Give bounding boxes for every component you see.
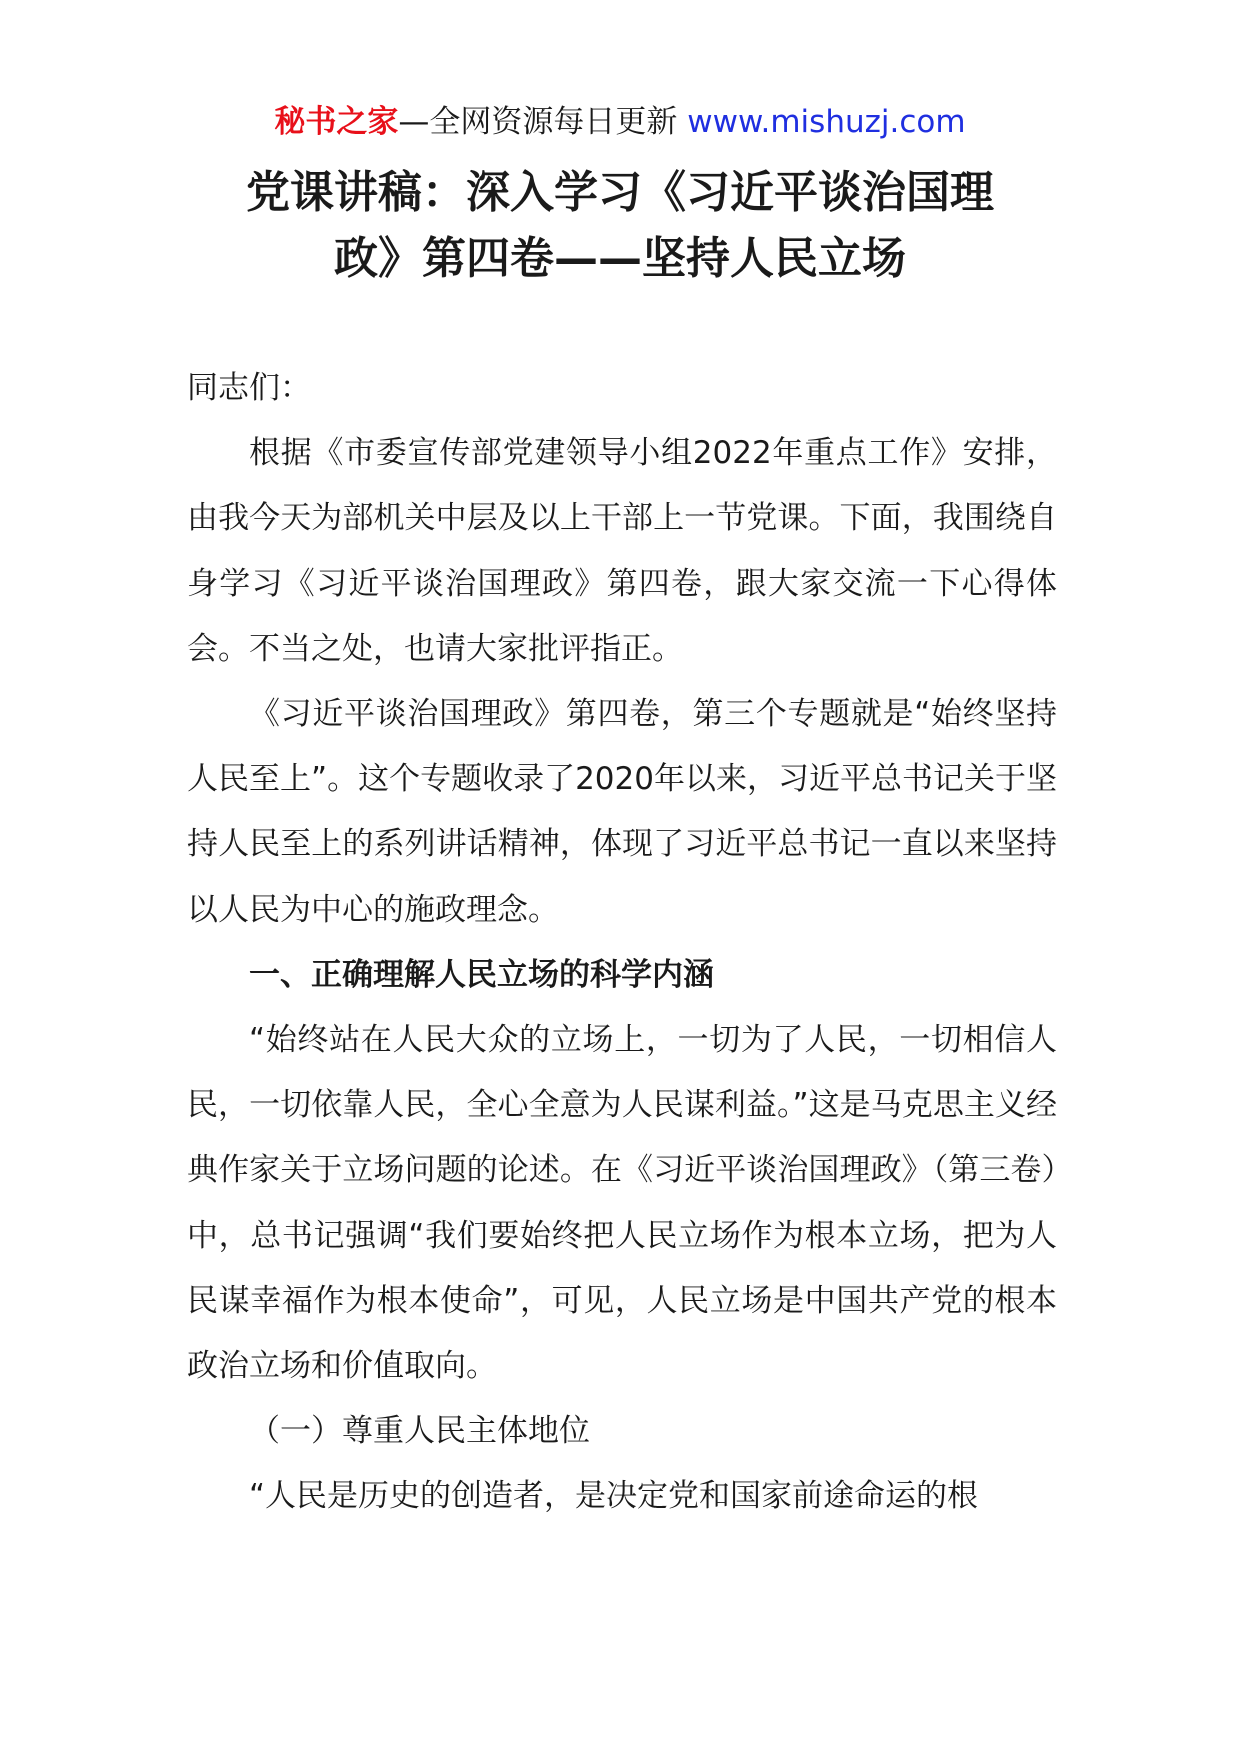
- salutation: 同志们：: [187, 370, 311, 406]
- title-line-1: 党课讲稿：深入学习《习近平谈治国理: [246, 167, 994, 218]
- brand-name: 秘书之家: [274, 104, 399, 140]
- subsection-heading: （一）尊重人民主体地位: [249, 1413, 590, 1450]
- title-line-2: 政》第四卷——坚持人民立场: [334, 233, 906, 284]
- header-slogan: —全网资源每日更新: [398, 104, 688, 140]
- site-url-link[interactable]: www.mishuzj.com: [687, 104, 966, 140]
- section-heading: 一、正确理解人民立场的科学内涵: [249, 956, 714, 993]
- body-paragraph: “人民是历史的创造者，是决定党和国家前途命运的根: [249, 1478, 979, 1515]
- body-paragraph: “始终站在人民大众的立场上，一切为了人民，一切相信人民，一切依靠人民，全心全意为人民谋利益。”这是马克思主义经典作家关于立场问题的论述。在《习近平谈治国理政》（第三卷）中，总书记强调“我们要始终把人民立场作为根本立场，把为人民谋幸福作为根本使命”，可见，人民立场是中国共产党的根本政治立场和价值取向。: [187, 1022, 1057, 1385]
- site-header: [0, 102, 1240, 142]
- body-paragraph: 根据《市委宣传部党建领导小组2022年重点工作》安排，由我今天为部机关中层及以上干部上一节党课。下面，我围绕自身学习《习近平谈治国理政》第四卷，跟大家交流一下心得体会。不当之处，也请大家批评指正。: [187, 435, 1057, 667]
- body-paragraph: 《习近平谈治国理政》第四卷，第三个专题就是“始终坚持人民至上”。这个专题收录了2020年以来，习近平总书记关于坚持人民至上的系列讲话精神，体现了习近平总书记一直以来坚持以人民为中心的施政理念。: [187, 696, 1057, 928]
- document-title: [0, 160, 1240, 292]
- document-body: [187, 356, 1057, 1530]
